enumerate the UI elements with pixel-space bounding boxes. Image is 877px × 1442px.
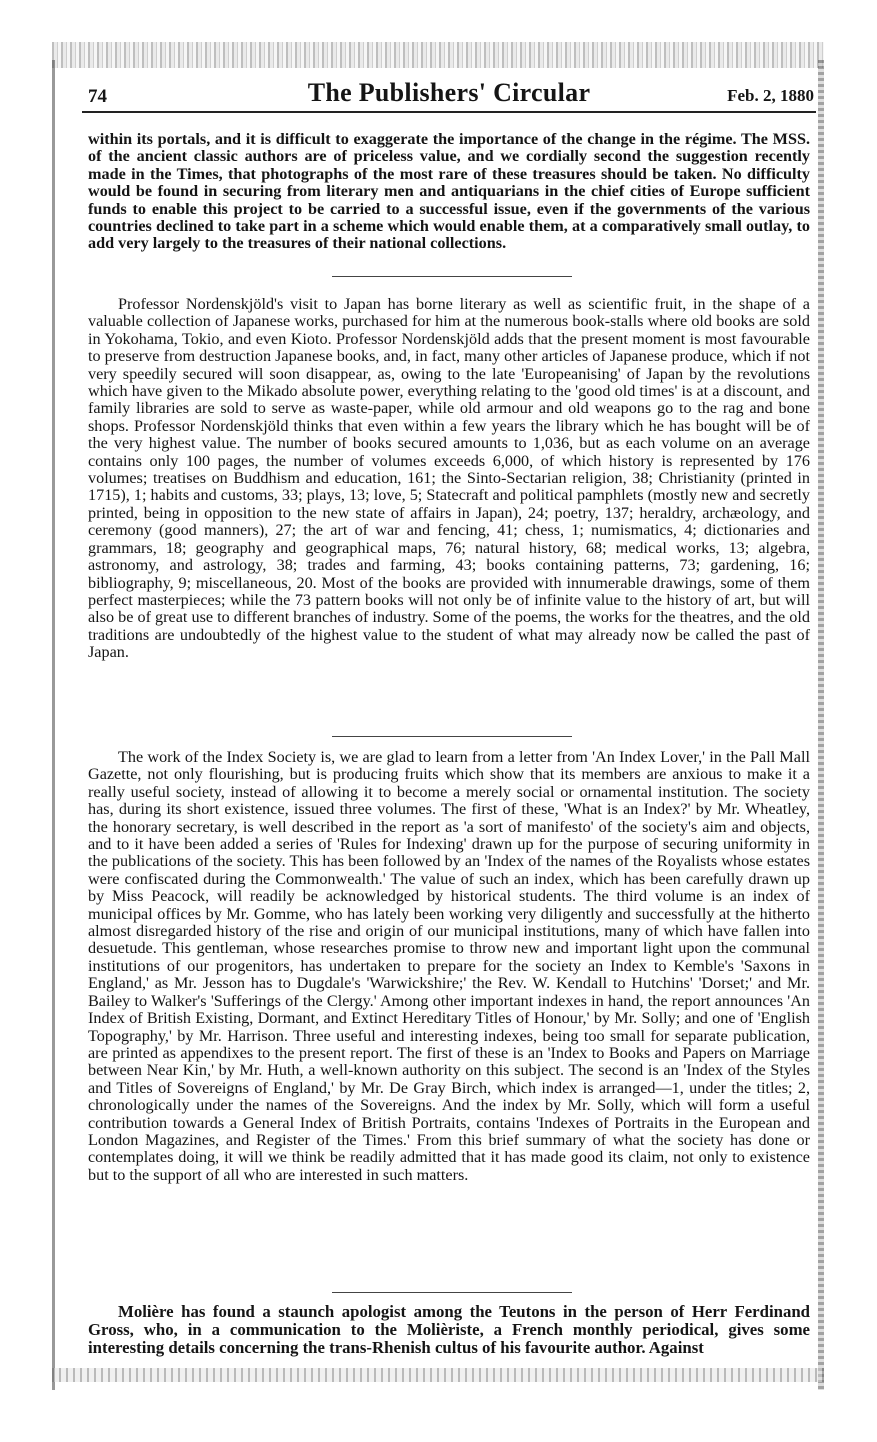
article-nordenskjold — [88, 296, 810, 662]
header-rule — [82, 111, 816, 113]
section-divider — [332, 1292, 572, 1293]
article-text: within its portals, and it is difficult to exaggerate the importance of the change in the régime. The MSS. of the ancient classic authors are of priceless value, and we cordially second the suggestion recently made in the Times, that photographs of the most rare of these treasures should be taken. No difficulty would be found in securing from literary men and antiquarians in the chief cities of Europe sufficient funds to enable this project to be carried to a successful issue, even if the governments of the various countries declined to take part in a scheme which would enable them, at a comparatively small outlay, to add very largely to the treasures of their national collections. — [88, 130, 810, 253]
article-moliere — [88, 1303, 810, 1356]
scan-bottom-edge — [52, 1368, 824, 1382]
page-title: The Publishers' Circular — [307, 78, 591, 107]
section-divider — [332, 276, 572, 277]
article-text: Professor Nordenskjöld's visit to Japan has borne literary as well as scientific fruit, in the shape of a valuable collection of Japanese works, purchased for him at the numerous book-stalls where old books are sold in Yokohama, Tokio, and even Kioto. Professor Nordenskjöld adds that the present moment is most favourable to preserve from destruction Japanese books, and, in fact, many other articles of Japanese produce, which if not very speedily secured will soon disappear, as, owing to the late 'Europeanising' of Japan by the revolutions which have given to the Mikado absolute power, everything relating to the 'good old times' is at a discount, and family libraries are sold to serve as waste-paper, while old armour and old weapons go to the rag and bone shops. Professor Nordenskjöld thinks that even within a few years the library which he has bought will be of the very highest value. The number of books secured amounts to 1,036, but as each volume on an average contains only 100 pages, the number of volumes exceeds 6,000, of which history is represented by 176 volumes; treatises on Buddhism and education, 161; the Sinto-Sectarian religion, 38; Christianity (printed in 1715), 1; habits and customs, 33; plays, 13; love, 5; Statecraft and political pamphlets (mostly new and secretly printed, being in opposition to the new state of affairs in Japan), 24; poetry, 137; heraldry, archæology, and ceremony (good manners), 27; the art of war and fencing, 41; chess, 1; numismatics, 4; dictionaries and grammars, 18; geography and geographical maps, 76; natural history, 68; medical works, 13; algebra, astronomy, and astrology, 38; trades and farming, 43; books containing patterns, 73; gardening, 16; bibliography, 9; miscellaneous, 20. Most of the books are provided with innumerable drawings, some of them perfect masterpieces; while the 73 pattern books will not only be of infinite value to the history of art, but will also be of great use to different branches of industry. Some of the poems, the works for the theatres, and the old traditions are undoubtedly of the highest value to the student of what may already now be called the past of Japan. — [88, 295, 810, 662]
scan-left-edge — [52, 60, 55, 1390]
page-header — [82, 74, 816, 110]
article-text: The work of the Index Society is, we are glad to learn from a letter from 'An Index Lover,' in the Pall Mall Gazette, not only flourishing, but is producing fruits which show that its members are anxious to make it a really useful society, instead of allowing it to become a merely social or ornamental institution. The society has, during its short existence, issued three volumes. The first of these, 'What is an Index?' by Mr. Wheatley, the honorary secretary, is well described in the report as 'a sort of manifesto' of the society's aim and objects, and to it have been added a series of 'Rules for Indexing' drawn up for the purpose of securing uniformity in the publications of the society. This has been followed by an 'Index of the names of the Royalists whose estates were confiscated during the Commonwealth.' The value of such an index, which has been carefully drawn up by Miss Peacock, will readily be acknowledged by historical students. The third volume is an index of municipal offices by Mr. Gomme, who has lately been working very diligently and successfully at the hitherto almost disregarded history of the rise and origin of our municipal institutions, many of which have fallen into desuetude. This gentleman, whose researches promise to throw new and important light upon the communal institutions of our progenitors, has undertaken to prepare for the society an Index to Kemble's 'Saxons in England,' as Mr. Jesson has to Dugdale's 'Warwickshire;' the Rev. W. Kendall to Hutchins' 'Dorset;' and Mr. Bailey to Walker's 'Sufferings of the Clergy.' Among other important indexes in hand, the report announces 'An Index of British Existing, Dormant, and Extinct Hereditary Titles of Honour,' by Mr. Solly; and one of 'English Topography,' by Mr. Harrison. Three useful and interesting indexes, being too small for separate publication, are printed as appendixes to the present report. The first of these is an 'Index to Books and Papers on Marriage between Near Kin,' by Mr. Huth, a well-known authority on this subject. The second is an 'Index of the Styles and Titles of Sovereigns of England,' by Mr. De Gray Birch, which index is arranged—1, under the titles; 2, chronologically under the names of the Sovereigns. And the index by Mr. Solly, which will form a useful contribution towards a General Index of British Portraits, contains 'Indexes of Portraits in the European and London Magazines, and Register of the Times.' From this brief summary of what the society has done or contemplates doing, it will we think be readily admitted that it has made good its claim, not only to existence but to the support of all who are interested in such matters. — [88, 748, 810, 1184]
article-text: Molière has found a staunch apologist among the Teutons in the person of Herr Ferdinand Gross, who, in a communication to the Molièriste, a French monthly periodical, gives some interesting details concerning the trans-Rhenish cultus of his favourite author. Against — [88, 1302, 810, 1357]
scan-right-edge — [818, 60, 824, 1390]
section-divider — [332, 736, 572, 737]
scan-top-edge — [52, 42, 824, 68]
article-continuation — [88, 131, 810, 253]
page-number: 74 — [88, 86, 107, 107]
article-index-society — [88, 749, 810, 1184]
issue-date: Feb. 2, 1880 — [727, 86, 814, 105]
